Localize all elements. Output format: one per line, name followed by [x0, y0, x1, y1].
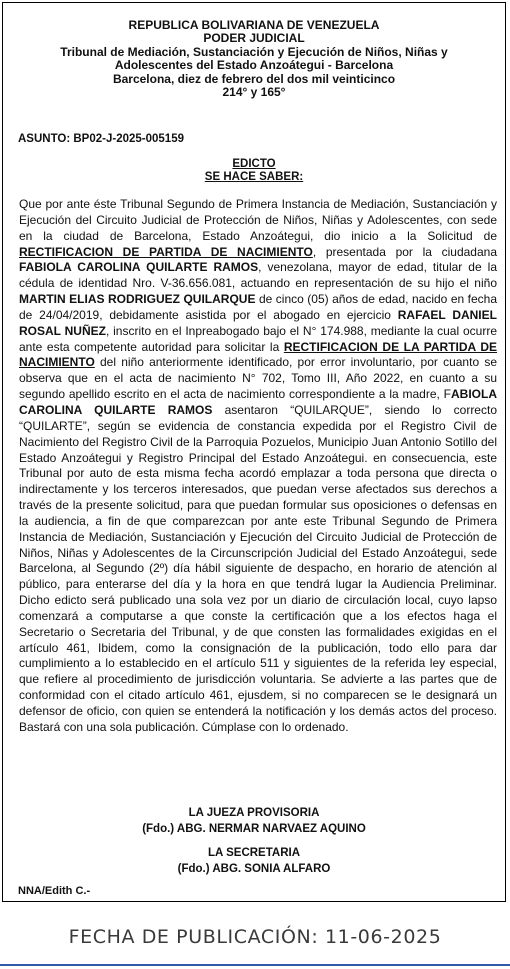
body-name-applicant: FABIOLA CAROLINA QUILARTE RAMOS	[19, 260, 259, 275]
body-text-7: asentaron “QUILARQUE”, siendo lo correcto “QUILARTE”, según se evidencia de constancia expedida por el Registro Civil de Nacimiento del Registro Civil de la Parroquia Pozuelos, Municipio Juan Antonio Sotillo del Estado Anzoátegui y Registro Principal del Estado Anzoátegui. en consecuencia, este Tribunal por auto de esta misma fecha acordó emplazar a toda persona que directa o indirectamente y los terceros interesados, que puedan verse afectados sus derechos a través de la presente solicitud, para que puedan formular sus oposiciones o defensas en la audiencia, a fin de que comparezcan por ante este Tribunal Segundo de Primera Instancia de Mediación, Sustanciación y Ejecución del Circuito Judicial de Protección de Niños, Niñas y Adolescentes de la Circunscripción Judicial del Estado Anzoátegui, sede Barcelona, al Segundo (2º) día hábil siguiente de despacho, en horario de atención al público, para enterarse del día y la hora en que tendrá lugar la Audiencia Preliminar. Dicho edicto será publicado una sola vez por un diario de circulación local, cuyo lapso comenzará a computarse a que conste la certificación que a los efectos haga el Secretario o Secretaria del Tribunal, y de que consten las formalidades exigidas en el artículo 461, Ibidem, como la consignación de la publicación, todo ello para dar cumplimiento a lo establecido en el artículo 511 y siguientes de la referida ley especial, que refiere al procedimiento de jurisdicción voluntaria. Se advierte a las partes que de conformidad con el citado artículo 461, ejusdem, si no comparecen se le designará un defensor de oficio, con quien se entenderá la notificación y los demás actos del proceso. Bastará con una sola publicación. Cúmplase con lo ordenado.	[19, 402, 497, 734]
edict-title-block	[3, 158, 505, 184]
body-text-5: , inscrito en el Inpreabogado bajo el N° 174.988, mediante la cual ocurre ante esta competente autoridad para solicitar la	[19, 323, 497, 354]
secretary-name: (Fdo.) ABG. SONIA ALFARO	[177, 863, 331, 875]
body-text-2: , presentada por la ciudadana	[312, 244, 497, 259]
judge-signature-block	[3, 805, 505, 837]
court-header	[3, 19, 505, 99]
body-emphasis-rectification-1: RECTIFICACION DE PARTIDA DE NACIMIENTO	[19, 244, 313, 259]
document-reference-code: NNA/Edith C.-	[18, 885, 91, 897]
header-line-state: Adolescentes del Estado Anzoátegui - Barcelona	[114, 58, 394, 73]
judge-name: (Fdo.) ABG. NERMAR NARVAEZ AQUINO	[142, 823, 366, 835]
judge-title: LA JUEZA PROVISORIA	[188, 807, 320, 819]
edict-notice-box	[2, 2, 506, 902]
body-text-4: de cinco (05) años de edad, nacido en fecha de 24/04/2019, debidamente asistida por el abogado en ejercicio	[19, 292, 498, 322]
publication-date: FECHA DE PUBLICACIÓN: 11-06-2025	[68, 926, 442, 948]
header-line-tribunal: Tribunal de Mediación, Sustanciación y Ejecución de Niños, Niñas y	[60, 44, 448, 59]
body-text-3: , venezolana, mayor de edad, titular de la cédula de identidad Nro. V-36.656.081, actuando en representación de su hijo el niño	[19, 260, 497, 291]
edict-subtitle: SE HACE SABER:	[204, 171, 304, 183]
header-line-judicial-power: PODER JUDICIAL	[203, 31, 305, 46]
secretary-signature-block	[3, 845, 505, 877]
secretary-title: LA SECRETARIA	[208, 847, 300, 859]
edict-body	[19, 197, 497, 736]
body-name-lawyer: RAFAEL DANIEL ROSAL NUÑEZ	[19, 307, 497, 338]
body-text-6: del niño anteriormente identificado, por error involuntario, por cuanto se observa que en el acta de nacimiento N° 702, Tomo III, Año 2022, en cuanto a su segundo apellido escrito en el acta de nacimiento correspondiente a la madre, F	[19, 355, 497, 402]
header-line-republic: REPUBLICA BOLIVARIANA DE VENEZUELA	[128, 18, 380, 32]
body-emphasis-rectification-2: RECTIFICACION DE LA PARTIDA DE NACIMIENTO	[19, 339, 498, 370]
case-number: ASUNTO: BP02-J-2025-005159	[18, 133, 184, 145]
body-name-mother: ABIOLA CAROLINA QUILARTE RAMOS	[19, 387, 497, 417]
edict-title: EDICTO	[232, 158, 276, 170]
bottom-divider	[0, 964, 510, 966]
body-text-1: Que por ante éste Tribunal Segundo de Primera Instancia de Mediación, Sustanciación y Ejecución del Circuito Judicial de Protección de Niños, Niñas y Adolescentes, con sede en la ciudad de Barcelona, Estado Anzoátegui, dio inicio a la Solicitud de	[19, 197, 497, 243]
header-line-date: Barcelona, diez de febrero del dos mil veinticinco	[112, 71, 396, 86]
header-line-years: 214° y 165°	[222, 85, 286, 100]
body-name-child: MARTIN ELIAS RODRIGUEZ QUILARQUE	[19, 292, 256, 307]
